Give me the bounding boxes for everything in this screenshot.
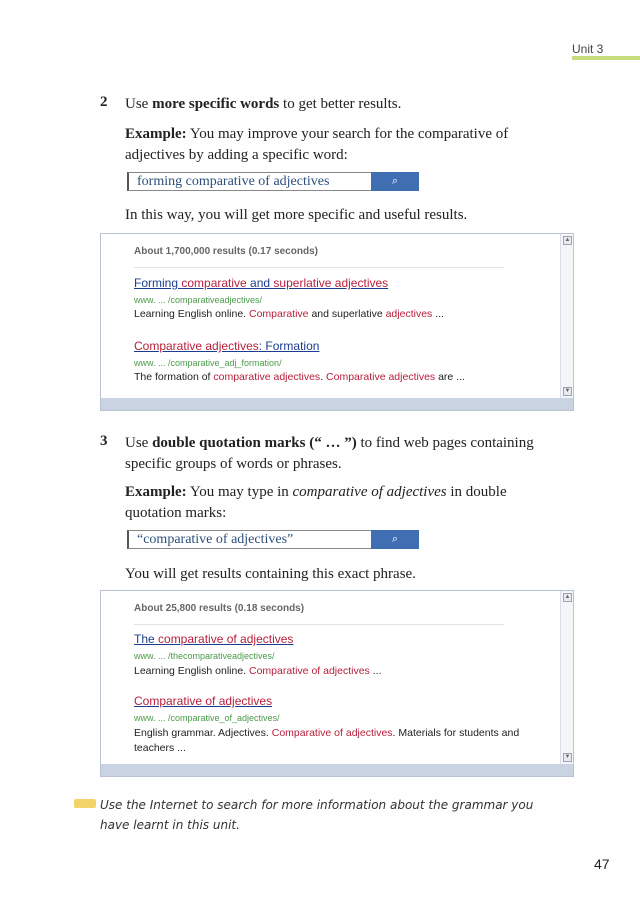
tip-marker xyxy=(74,799,96,808)
step-2-example: Example: You may improve your search for the comparative of adjectives by adding a specific word: xyxy=(125,126,509,163)
scroll-up-icon[interactable]: ▲ xyxy=(564,237,571,243)
step-3-number: 3 xyxy=(100,433,108,449)
result-snippet: Learning English online. Comparative of adjectives ... xyxy=(134,665,382,677)
scroll-down-icon[interactable]: ▼ xyxy=(564,754,571,760)
step-2-intro: Use more specific words to get better results. xyxy=(125,96,402,112)
result-snippet: The formation of comparative adjectives. Comparative adjectives are ... xyxy=(134,371,465,383)
scroll-down-icon[interactable]: ▼ xyxy=(564,388,571,394)
unit-accent-bar xyxy=(572,56,640,60)
results-stats: About 25,800 results (0.18 seconds) xyxy=(134,603,305,614)
result-title-link[interactable]: The comparative of adjectives xyxy=(134,632,294,646)
scrollbar[interactable] xyxy=(560,591,573,764)
scroll-up-icon[interactable]: ▲ xyxy=(564,594,571,600)
step-3-after: You will get results containing this exact phrase. xyxy=(125,566,416,582)
search-input[interactable]: forming comparative of adjectives xyxy=(127,172,378,191)
search-icon: ⌕ xyxy=(391,533,399,545)
results-footer-bar xyxy=(101,764,573,776)
result-title-link[interactable]: Comparative adjectives: Formation xyxy=(134,339,320,353)
search-results-2 xyxy=(100,590,574,777)
tip-text: Use the Internet to search for more information about the grammar you have learnt in this unit. xyxy=(100,798,534,832)
search-icon: ⌕ xyxy=(391,175,399,187)
result-snippet: Learning English online. Comparative and superlative adjectives ... xyxy=(134,308,444,320)
scrollbar[interactable] xyxy=(560,234,573,398)
result-url: www. ... /comparativeadjectives/ xyxy=(134,295,263,305)
result-url: www. ... /thecomparativeadjectives/ xyxy=(134,651,275,661)
step-2-number: 2 xyxy=(100,94,108,110)
page-number: 47 xyxy=(594,856,610,872)
search-button[interactable] xyxy=(371,172,419,191)
step-3-example: Example: You may type in comparative of adjectives in double quotation marks: xyxy=(125,484,507,521)
result-url: www. ... /comparative_adj_formation/ xyxy=(134,358,282,368)
search-input[interactable]: “comparative of adjectives” xyxy=(127,530,378,549)
result-snippet: English grammar. Adjectives. Comparative of adjectives. Materials for students and teachers ... xyxy=(134,727,520,754)
search-box-2 xyxy=(127,530,419,549)
search-results-1 xyxy=(100,233,574,411)
results-stats: About 1,700,000 results (0.17 seconds) xyxy=(134,246,318,257)
result-title-link[interactable]: Comparative of adjectives xyxy=(134,694,273,708)
step-2-after: In this way, you will get more specific and useful results. xyxy=(125,207,468,223)
search-button[interactable] xyxy=(371,530,419,549)
step-3-intro: Use double quotation marks (“ … ”) to find web pages containing specific groups of words or phrases. xyxy=(125,435,534,472)
divider xyxy=(134,624,504,625)
search-box-1 xyxy=(127,172,419,191)
results-footer-bar xyxy=(101,398,573,410)
result-url: www. ... /comparative_of_adjectives/ xyxy=(134,713,280,723)
result-title-link[interactable]: Forming comparative and superlative adjectives xyxy=(134,276,389,290)
divider xyxy=(134,267,504,268)
unit-label: Unit 3 xyxy=(572,42,604,56)
